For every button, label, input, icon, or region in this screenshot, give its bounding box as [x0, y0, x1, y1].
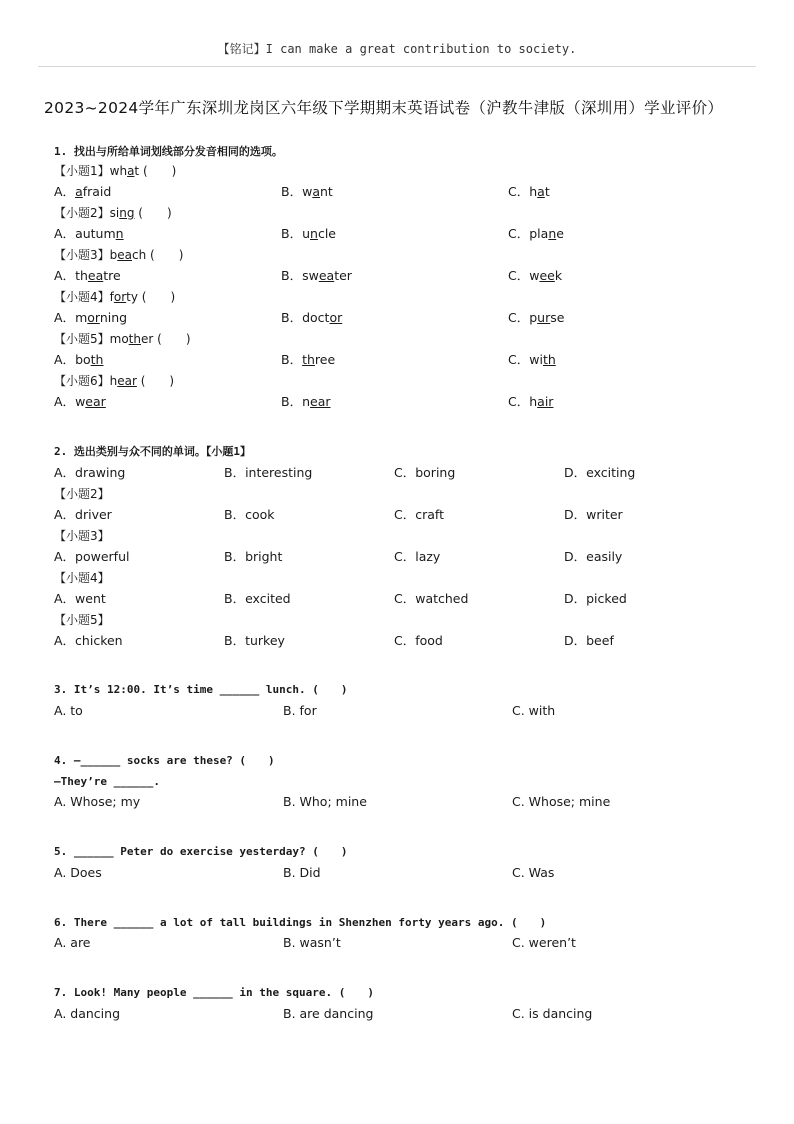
target-word-pre: wh [109, 164, 128, 178]
option-word-pre: wi [529, 352, 543, 367]
option-word-post: ter [334, 268, 352, 283]
target-word-pre: mo [109, 332, 129, 346]
q3-option-c[interactable]: C. with [512, 703, 556, 718]
q1-subquestion-6 [54, 371, 174, 391]
q7-option-a[interactable]: A. dancing [54, 1006, 120, 1021]
option-word-post: cle [317, 226, 336, 241]
option-letter: B． [281, 226, 303, 241]
q2-subquestion-label: 【小题4】 [54, 571, 110, 585]
q1-5-option-b[interactable] [281, 350, 335, 370]
subquestion-label: 【小题3】 [54, 248, 110, 262]
option-word-underlined: n [548, 226, 557, 241]
option-word-pre: autum [75, 226, 116, 241]
q2-subquestion-label: 【小题2】 [54, 487, 110, 501]
option-letter: B． [281, 394, 303, 409]
answer-paren: ( ) [157, 332, 191, 346]
target-word-post: ch [132, 248, 147, 262]
target-word-pre: si [109, 206, 120, 220]
option-word-underlined: ea [318, 268, 335, 283]
q6-option-b[interactable]: B. wasn’t [283, 935, 341, 950]
q7-option-c[interactable]: C. is dancing [512, 1006, 593, 1021]
option-word-underlined: ear [85, 394, 106, 409]
q2-4-option-a[interactable]: A．went [54, 591, 106, 606]
option-word-post: fraid [82, 184, 112, 199]
q1-1-option-b[interactable] [281, 182, 333, 202]
q2-4-option-c[interactable]: C．watched [394, 591, 469, 606]
option-word-pre: w [75, 394, 86, 409]
option-word-underlined: or [87, 310, 100, 325]
option-word-post: tre [103, 268, 121, 283]
q2-1-option-c[interactable]: C．boring [394, 465, 456, 480]
target-word-pre: h [109, 374, 118, 388]
subquestion-label: 【小题5】 [54, 332, 110, 346]
q2-1-option-b[interactable]: B．interesting [224, 465, 313, 480]
option-word-pre: p [529, 310, 538, 325]
q2-1-option-a[interactable]: A．drawing [54, 465, 126, 480]
option-word-post: nt [319, 184, 333, 199]
option-word-underlined: or [329, 310, 343, 325]
target-word-post: t [134, 164, 140, 178]
option-letter: A． [54, 184, 76, 199]
q1-6-option-b[interactable] [281, 392, 331, 412]
subquestion-label: 【小题1】 [54, 164, 110, 178]
subquestion-label: 【小题2】 [54, 206, 110, 220]
option-word-underlined: a [537, 184, 545, 199]
option-letter: B． [281, 268, 303, 283]
option-letter: A． [54, 394, 76, 409]
option-word-post: ning [99, 310, 128, 325]
q2-stem: 2. 选出类别与众不同的单词。【小题1】 [54, 445, 251, 458]
target-word-post: ty [126, 290, 138, 304]
option-word-pre: doct [302, 310, 330, 325]
q6-option-a[interactable]: A. are [54, 935, 91, 950]
option-word-pre: u [302, 226, 311, 241]
option-word-underlined: th [90, 352, 104, 367]
q2-3-option-b[interactable]: B．bright [224, 549, 283, 564]
q2-5-option-c[interactable]: C．food [394, 633, 443, 648]
q2-subquestion-label: 【小题5】 [54, 613, 110, 627]
q2-3-option-d[interactable]: D．easily [564, 549, 623, 564]
target-word-pre: f [109, 290, 114, 304]
q2-2-option-c[interactable]: C．craft [394, 507, 444, 522]
answer-paren: ( ) [142, 164, 177, 178]
option-word-underlined: ur [537, 310, 551, 325]
q5-option-c[interactable]: C. Was [512, 865, 555, 880]
q2-subquestion-label: 【小题3】 [54, 529, 110, 543]
option-letter: A． [54, 226, 76, 241]
q5-option-a[interactable]: A. Does [54, 865, 102, 880]
q1-4-option-a[interactable] [54, 308, 127, 328]
q4-stem: 4. —______ socks are these? ( ) [54, 754, 275, 767]
option-word-pre: m [75, 310, 88, 325]
option-word-underlined: ee [539, 268, 555, 283]
option-letter: A． [54, 310, 76, 325]
q5-option-b[interactable]: B. Did [283, 865, 321, 880]
subquestion-label: 【小题4】 [54, 290, 110, 304]
option-word-underlined: a [312, 184, 320, 199]
q2-1-option-d[interactable]: D．exciting [564, 465, 636, 480]
option-letter: A． [54, 268, 76, 283]
option-word-pre: w [529, 268, 540, 283]
q4-stem-reply: —They’re ______. [54, 775, 160, 788]
option-letter: B． [281, 184, 303, 199]
option-word-underlined: a [75, 184, 83, 199]
option-letter: C． [508, 352, 530, 367]
option-letter: B． [281, 352, 303, 367]
target-word-underlined: ear [117, 374, 137, 388]
option-word-underlined: n [115, 226, 124, 241]
q1-3-option-b[interactable] [281, 266, 352, 286]
q7-stem: 7. Look! Many people ______ in the square. ( ) [54, 986, 375, 999]
subquestion-label: 【小题6】 [54, 374, 110, 388]
header-divider [38, 66, 756, 67]
q4-option-b[interactable]: B. Who; mine [283, 794, 367, 809]
q1-2-option-a[interactable] [54, 224, 124, 244]
target-word-pre: b [109, 248, 118, 262]
option-word-underlined: air [537, 394, 554, 409]
q2-2-option-a[interactable]: A．driver [54, 507, 112, 522]
q1-subquestion-5 [54, 329, 191, 349]
q1-2-option-c[interactable] [508, 224, 564, 244]
answer-paren: ( ) [140, 374, 175, 388]
option-word-pre: pla [529, 226, 549, 241]
q1-subquestion-4 [54, 287, 175, 307]
q1-3-option-a[interactable] [54, 266, 121, 286]
q2-5-option-b[interactable]: B．turkey [224, 633, 285, 648]
q6-stem: 6. There ______ a lot of tall buildings in Shenzhen forty years ago. ( ) [54, 916, 547, 929]
option-letter: B． [281, 310, 303, 325]
q2-4-option-d[interactable]: D．picked [564, 591, 627, 606]
exam-title: 2023~2024学年广东深圳龙岗区六年级下学期期末英语试卷（沪教牛津版（深圳用）学业评价） [44, 99, 724, 117]
option-word-post: k [554, 268, 563, 283]
q4-option-a[interactable]: A. Whose; my [54, 794, 141, 809]
q2-2-option-d[interactable]: D．writer [564, 507, 623, 522]
q2-5-option-d[interactable]: D．beef [564, 633, 614, 648]
q1-4-option-b[interactable] [281, 308, 342, 328]
q1-5-option-c[interactable] [508, 350, 556, 370]
q5-stem: 5. ______ Peter do exercise yesterday? ( ) [54, 845, 348, 858]
q1-4-option-c[interactable] [508, 308, 564, 328]
option-word-pre: th [75, 268, 88, 283]
q1-3-option-c[interactable] [508, 266, 562, 286]
q1-stem: 1. 找出与所给单词划线部分发音相同的选项。 [54, 145, 283, 158]
answer-paren: ( ) [150, 248, 184, 262]
option-word-pre: h [529, 394, 538, 409]
q1-1-option-c[interactable] [508, 182, 550, 202]
target-word-post: er [140, 332, 154, 346]
option-word-pre: sw [302, 268, 319, 283]
option-word-post: se [550, 310, 565, 325]
option-word-post: ree [314, 352, 336, 367]
motto: 【铭记】I can make a great contribution to society. [217, 42, 577, 56]
target-word-underlined: ea [117, 248, 133, 262]
option-letter: C． [508, 310, 530, 325]
option-letter: A． [54, 352, 76, 367]
option-letter: C． [508, 268, 530, 283]
option-word-pre: n [302, 394, 311, 409]
target-word-underlined: or [113, 290, 127, 304]
q3-option-b[interactable]: B. for [283, 703, 317, 718]
q1-1-option-a[interactable] [54, 182, 111, 202]
target-word-underlined: a [127, 164, 135, 178]
q3-stem: 3. It’s 12:00. It’s time ______ lunch. ( ) [54, 683, 348, 696]
option-word-post: e [556, 226, 564, 241]
q2-3-option-c[interactable]: C．lazy [394, 549, 441, 564]
option-letter: C． [508, 184, 530, 199]
option-letter: C． [508, 394, 530, 409]
option-word-underlined: ear [310, 394, 331, 409]
q1-6-option-c[interactable] [508, 392, 553, 412]
q2-4-option-b[interactable]: B．excited [224, 591, 291, 606]
option-word-pre: w [302, 184, 313, 199]
answer-paren: ( ) [141, 290, 176, 304]
q2-5-option-a[interactable]: A．chicken [54, 633, 123, 648]
option-word-underlined: ea [87, 268, 104, 283]
option-word-pre: bo [75, 352, 91, 367]
q7-option-b[interactable]: B. are dancing [283, 1006, 374, 1021]
option-word-underlined: th [542, 352, 556, 367]
q1-subquestion-2 [54, 203, 172, 223]
answer-paren: ( ) [138, 206, 172, 220]
q1-subquestion-1 [54, 161, 176, 181]
q1-subquestion-3 [54, 245, 183, 265]
q6-option-c[interactable]: C. weren’t [512, 935, 576, 950]
q2-3-option-a[interactable]: A．powerful [54, 549, 130, 564]
q1-5-option-a[interactable] [54, 350, 103, 370]
target-word-underlined: th [128, 332, 141, 346]
option-letter: C． [508, 226, 530, 241]
q3-option-a[interactable]: A. to [54, 703, 83, 718]
q2-2-option-b[interactable]: B．cook [224, 507, 275, 522]
option-word-underlined: n [310, 226, 318, 241]
target-word-underlined: ng [119, 206, 135, 220]
option-word-post: t [544, 184, 550, 199]
option-word-pre: h [529, 184, 538, 199]
q1-6-option-a[interactable] [54, 392, 106, 412]
option-word-underlined: th [302, 352, 315, 367]
q4-option-c[interactable]: C. Whose; mine [512, 794, 611, 809]
q1-2-option-b[interactable] [281, 224, 336, 244]
